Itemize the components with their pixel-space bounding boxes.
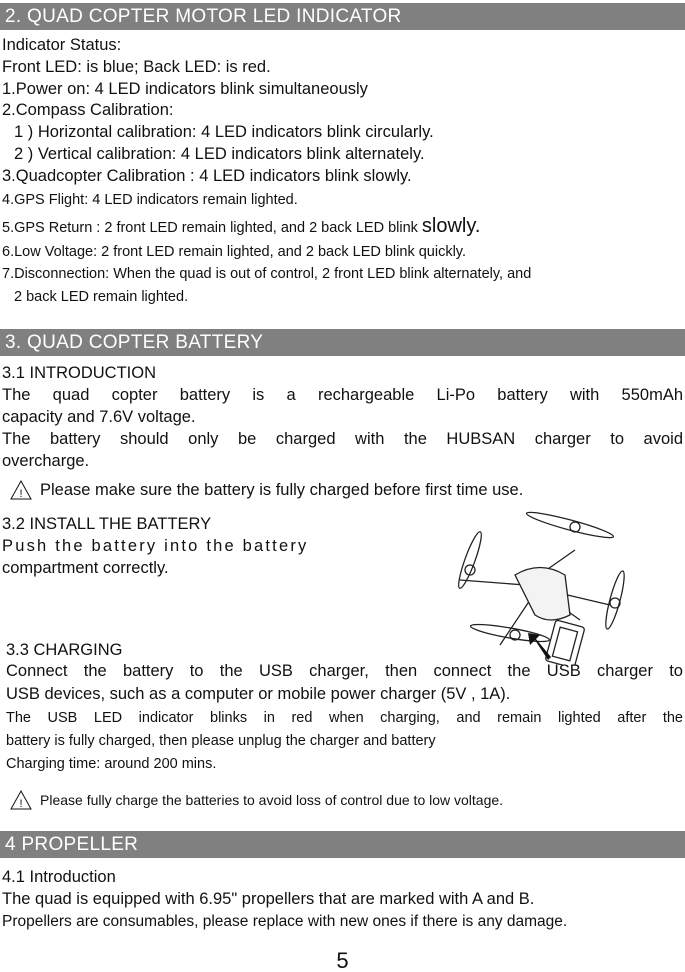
warning-icon bbox=[10, 480, 32, 500]
text-line: The battery should only be charged with the HUBSAN charger to avoid bbox=[2, 430, 683, 448]
svg-text:!: ! bbox=[19, 798, 23, 810]
warning-note bbox=[10, 790, 503, 810]
text-line bbox=[2, 216, 480, 238]
warning-text: Please make sure the battery is fully charged before first time use. bbox=[40, 481, 524, 499]
section-header-led: 2. QUAD COPTER MOTOR LED INDICATOR bbox=[0, 3, 685, 30]
page-number: 5 bbox=[336, 948, 349, 972]
text-line: compartment correctly. bbox=[2, 559, 169, 577]
text-line: The USB LED indicator blinks in red when charging, and remain lighted after the bbox=[6, 710, 683, 726]
text-line: 1.Power on: 4 LED indicators blink simultaneously bbox=[2, 80, 368, 98]
warning-note bbox=[10, 480, 523, 500]
text-line: The quad is equipped with 6.95" propellers that are marked with A and B. bbox=[2, 890, 535, 908]
text-line: Push the battery into the battery bbox=[2, 537, 309, 555]
text-line: The quad copter battery is a rechargeable Li-Po battery with 550mAh bbox=[2, 386, 683, 404]
arrow-icon bbox=[528, 633, 551, 660]
text-line: 6.Low Voltage: 2 front LED remain lighted, and 2 back LED blink quickly. bbox=[2, 244, 466, 260]
subheading: 3.3 CHARGING bbox=[6, 641, 123, 659]
text-line: battery is fully charged, then please unplug the charger and battery bbox=[6, 733, 436, 749]
text-line: capacity and 7.6V voltage. bbox=[2, 408, 196, 426]
text-line: 4.GPS Flight: 4 LED indicators remain lighted. bbox=[2, 192, 298, 208]
text-span: slowly. bbox=[421, 215, 481, 237]
subheading: 3.1 INTRODUCTION bbox=[2, 364, 157, 382]
warning-text: Please fully charge the batteries to avoid loss of control due to low voltage. bbox=[40, 792, 504, 808]
subheading: 4.1 Introduction bbox=[2, 868, 116, 886]
text-line: 1 ) Horizontal calibration: 4 LED indicators blink circularly. bbox=[14, 123, 434, 141]
warning-icon bbox=[10, 790, 32, 810]
svg-text:!: ! bbox=[19, 488, 23, 500]
text-line: 2 ) Vertical calibration: 4 LED indicators blink alternately. bbox=[14, 145, 425, 163]
text-line: overcharge. bbox=[2, 452, 90, 470]
drone-battery-illustration bbox=[430, 505, 650, 665]
text-line: USB devices, such as a computer or mobile power charger (5V , 1A). bbox=[6, 685, 511, 703]
text-span: 5.GPS Return : 2 front LED remain lighted, and 2 back LED blink bbox=[2, 220, 418, 236]
text-line: 7.Disconnection: When the quad is out of control, 2 front LED blink alternately, and bbox=[2, 266, 532, 282]
text-line: 2 back LED remain lighted. bbox=[14, 289, 189, 305]
text-line: 3.Quadcopter Calibration : 4 LED indicators blink slowly. bbox=[2, 167, 412, 185]
subheading: 3.2 INSTALL THE BATTERY bbox=[2, 515, 212, 533]
text-line: 2.Compass Calibration: bbox=[2, 101, 174, 119]
text-line: Charging time: around 200 mins. bbox=[6, 756, 217, 772]
section-header-propeller: 4 PROPELLER bbox=[0, 831, 685, 858]
text-line: Connect the battery to the USB charger, then connect the USB charger to bbox=[6, 662, 683, 680]
text-line: Indicator Status: bbox=[2, 36, 122, 54]
text-line: Front LED: is blue; Back LED: is red. bbox=[2, 58, 271, 76]
section-header-battery: 3. QUAD COPTER BATTERY bbox=[0, 329, 685, 356]
text-line: Propellers are consumables, please replace with new ones if there is any damage. bbox=[2, 913, 568, 930]
